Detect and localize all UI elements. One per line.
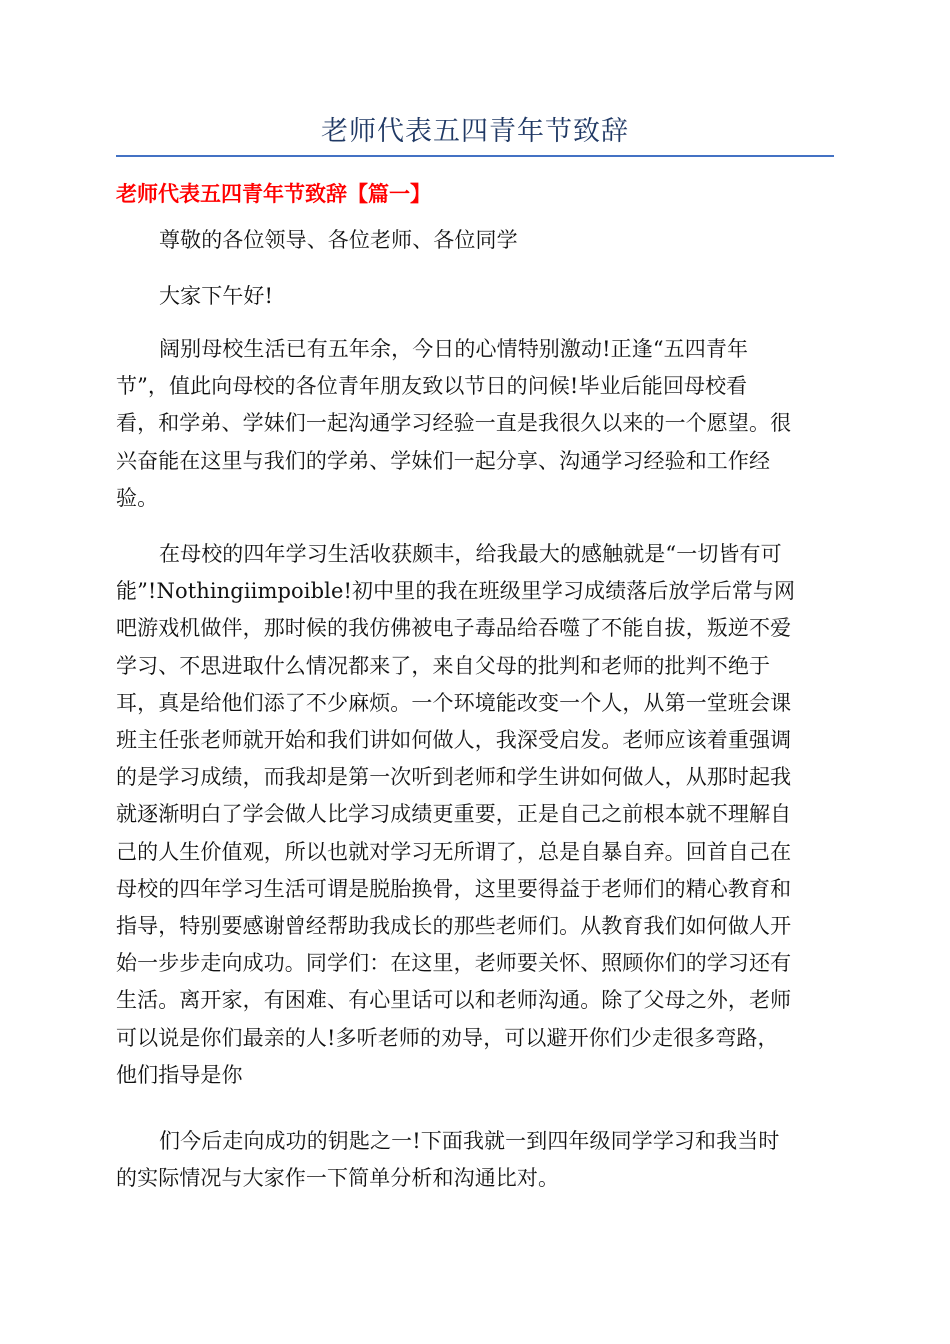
- paragraph-line: 耳，真是给他们添了不少麻烦。一个环境能改变一个人，从第一堂班会课: [116, 690, 792, 715]
- document-title: 老师代表五四青年节致辞: [321, 116, 629, 147]
- paragraph-line: 就逐渐明白了学会做人比学习成绩更重要，正是自己之前根本就不理解自: [116, 802, 792, 827]
- paragraph-line: 指导，特别要感谢曾经帮助我成长的那些老师们。从教育我们如何做人开: [116, 914, 792, 939]
- paragraph-line: 验。: [116, 485, 159, 510]
- paragraph-line: 学习、不思进取什么情况都来了，来自父母的批判和老师的批判不绝于: [116, 653, 771, 678]
- paragraph-line: 兴奋能在这里与我们的学弟、学妹们一起分享、沟通学习经验和工作经: [116, 448, 771, 473]
- paragraph-line: 大家下午好!: [159, 284, 274, 308]
- paragraph-line: 节”，值此向母校的各位青年朋友致以节日的问候!毕业后能回母校看: [116, 374, 748, 399]
- paragraph-line: 的实际情况与大家作一下简单分析和沟通比对。: [116, 1166, 560, 1191]
- title-underline: [116, 155, 834, 157]
- paragraph-salutation: [116, 222, 836, 259]
- paragraph-closing: [116, 1123, 836, 1197]
- paragraph-intro: [116, 331, 836, 517]
- paragraph-line: 他们指导是你: [116, 1062, 243, 1087]
- paragraph-line: 班主任张老师就开始和我们讲如何做人，我深受启发。老师应该着重强调: [116, 728, 792, 753]
- paragraph-line: 的是学习成绩，而我却是第一次听到老师和学生讲如何做人，从那时起我: [116, 765, 792, 790]
- paragraph-greeting: [116, 278, 836, 315]
- paragraph-line: 阔别母校生活已有五年余，今日的心情特别激动!正逢“五四青年: [159, 337, 749, 361]
- paragraph-line: 看，和学弟、学妹们一起沟通学习经验一直是我很久以来的一个愿望。很: [116, 411, 792, 436]
- paragraph-experience: [116, 536, 836, 1094]
- paragraph-line: 尊敬的各位领导、各位老师、各位同学: [159, 228, 518, 252]
- paragraph-line: 己的人生价值观，所以也就对学习无所谓了，总是自暴自弃。回首自己在: [116, 839, 792, 864]
- paragraph-line: 们今后走向成功的钥匙之一!下面我就一到四年级同学学习和我当时: [159, 1129, 780, 1153]
- section-heading: 老师代表五四青年节致辞【篇一】: [116, 182, 431, 206]
- paragraph-line: 能”!Nothingiimpoible!初中里的我在班级里学习成绩落后放学后常与网: [116, 579, 796, 604]
- paragraph-line: 始一步步走向成功。同学们：在这里，老师要关怀、照顾你们的学习还有: [116, 951, 792, 976]
- paragraph-line: 吧游戏机做伴，那时候的我仿佛被电子毒品给吞噬了不能自拔，叛逆不爱: [116, 616, 792, 641]
- paragraph-line: 母校的四年学习生活可谓是脱胎换骨，这里要得益于老师们的精心教育和: [116, 876, 792, 901]
- paragraph-line: 可以说是你们最亲的人!多听老师的劝导，可以避开你们少走很多弯路，: [116, 1025, 779, 1050]
- paragraph-line: 在母校的四年学习生活收获颇丰，给我最大的感触就是“一切皆有可: [159, 542, 782, 566]
- paragraph-line: 生活。离开家，有困难、有心里话可以和老师沟通。除了父母之外，老师: [116, 988, 792, 1013]
